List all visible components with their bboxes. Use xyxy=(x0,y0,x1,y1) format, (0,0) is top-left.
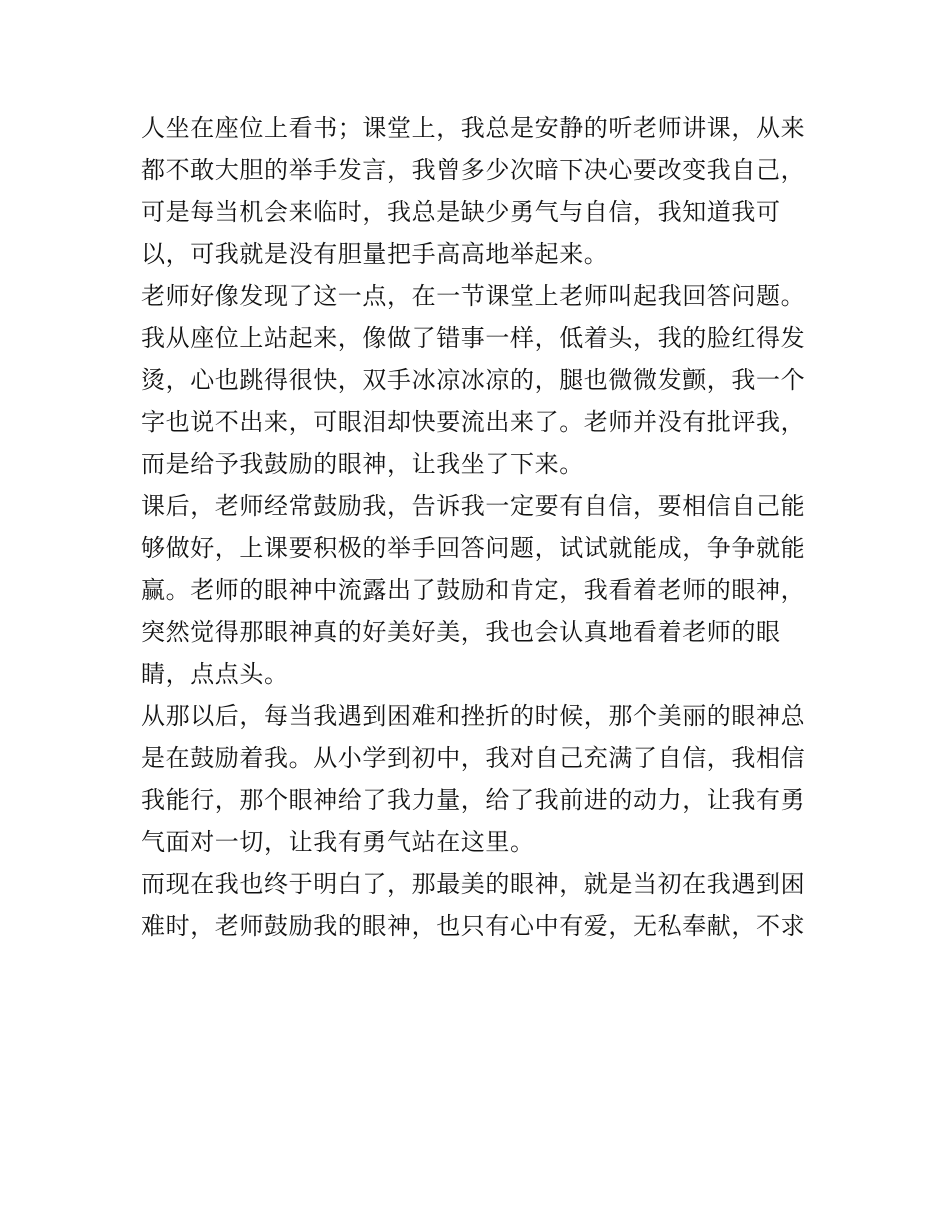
text-line: 突然觉得那眼神真的好美好美，我也会认真地看着老师的眼 xyxy=(141,618,781,646)
text-line: 可是每当机会来临时，我总是缺少勇气与自信，我知道我可 xyxy=(141,198,781,226)
text-line: 而是给予我鼓励的眼神，让我坐了下来。 xyxy=(141,450,584,478)
text-line: 字也说不出来，可眼泪却快要流出来了。老师并没有批评我， xyxy=(141,408,806,436)
text-line: 从那以后，每当我遇到困难和挫折的时候，那个美丽的眼神总 xyxy=(141,702,806,730)
text-line: 难时，老师鼓励我的眼神，也只有心中有爱，无私奉献，不求 xyxy=(141,912,806,940)
text-line: 睛，点点头。 xyxy=(141,660,289,688)
text-line: 老师好像发现了这一点，在一节课堂上老师叫起我回答问题。 xyxy=(141,282,806,310)
text-line: 气面对一切，让我有勇气站在这里。 xyxy=(141,828,535,856)
body-text xyxy=(141,107,821,947)
text-line: 我从座位上站起来，像做了错事一样，低着头，我的脸红得发 xyxy=(141,324,806,352)
text-line: 赢。老师的眼神中流露出了鼓励和肯定，我看着老师的眼神， xyxy=(141,576,806,604)
text-line: 人坐在座位上看书；课堂上，我总是安静的听老师讲课，从来 xyxy=(141,114,806,142)
text-line: 课后，老师经常鼓励我，告诉我一定要有自信，要相信自己能 xyxy=(141,492,806,520)
text-line: 够做好，上课要积极的举手回答问题，试试就能成，争争就能 xyxy=(141,534,806,562)
text-line: 是在鼓励着我。从小学到初中，我对自己充满了自信，我相信 xyxy=(141,744,806,772)
text-line: 都不敢大胆的举手发言，我曾多少次暗下决心要改变我自己， xyxy=(141,156,806,184)
text-line: 烫，心也跳得很快，双手冰凉冰凉的，腿也微微发颤，我一个 xyxy=(141,366,806,394)
text-line: 我能行，那个眼神给了我力量，给了我前进的动力，让我有勇 xyxy=(141,786,806,814)
text-line: 而现在我也终于明白了，那最美的眼神，就是当初在我遇到困 xyxy=(141,870,806,898)
text-line: 以，可我就是没有胆量把手高高地举起来。 xyxy=(141,240,609,268)
